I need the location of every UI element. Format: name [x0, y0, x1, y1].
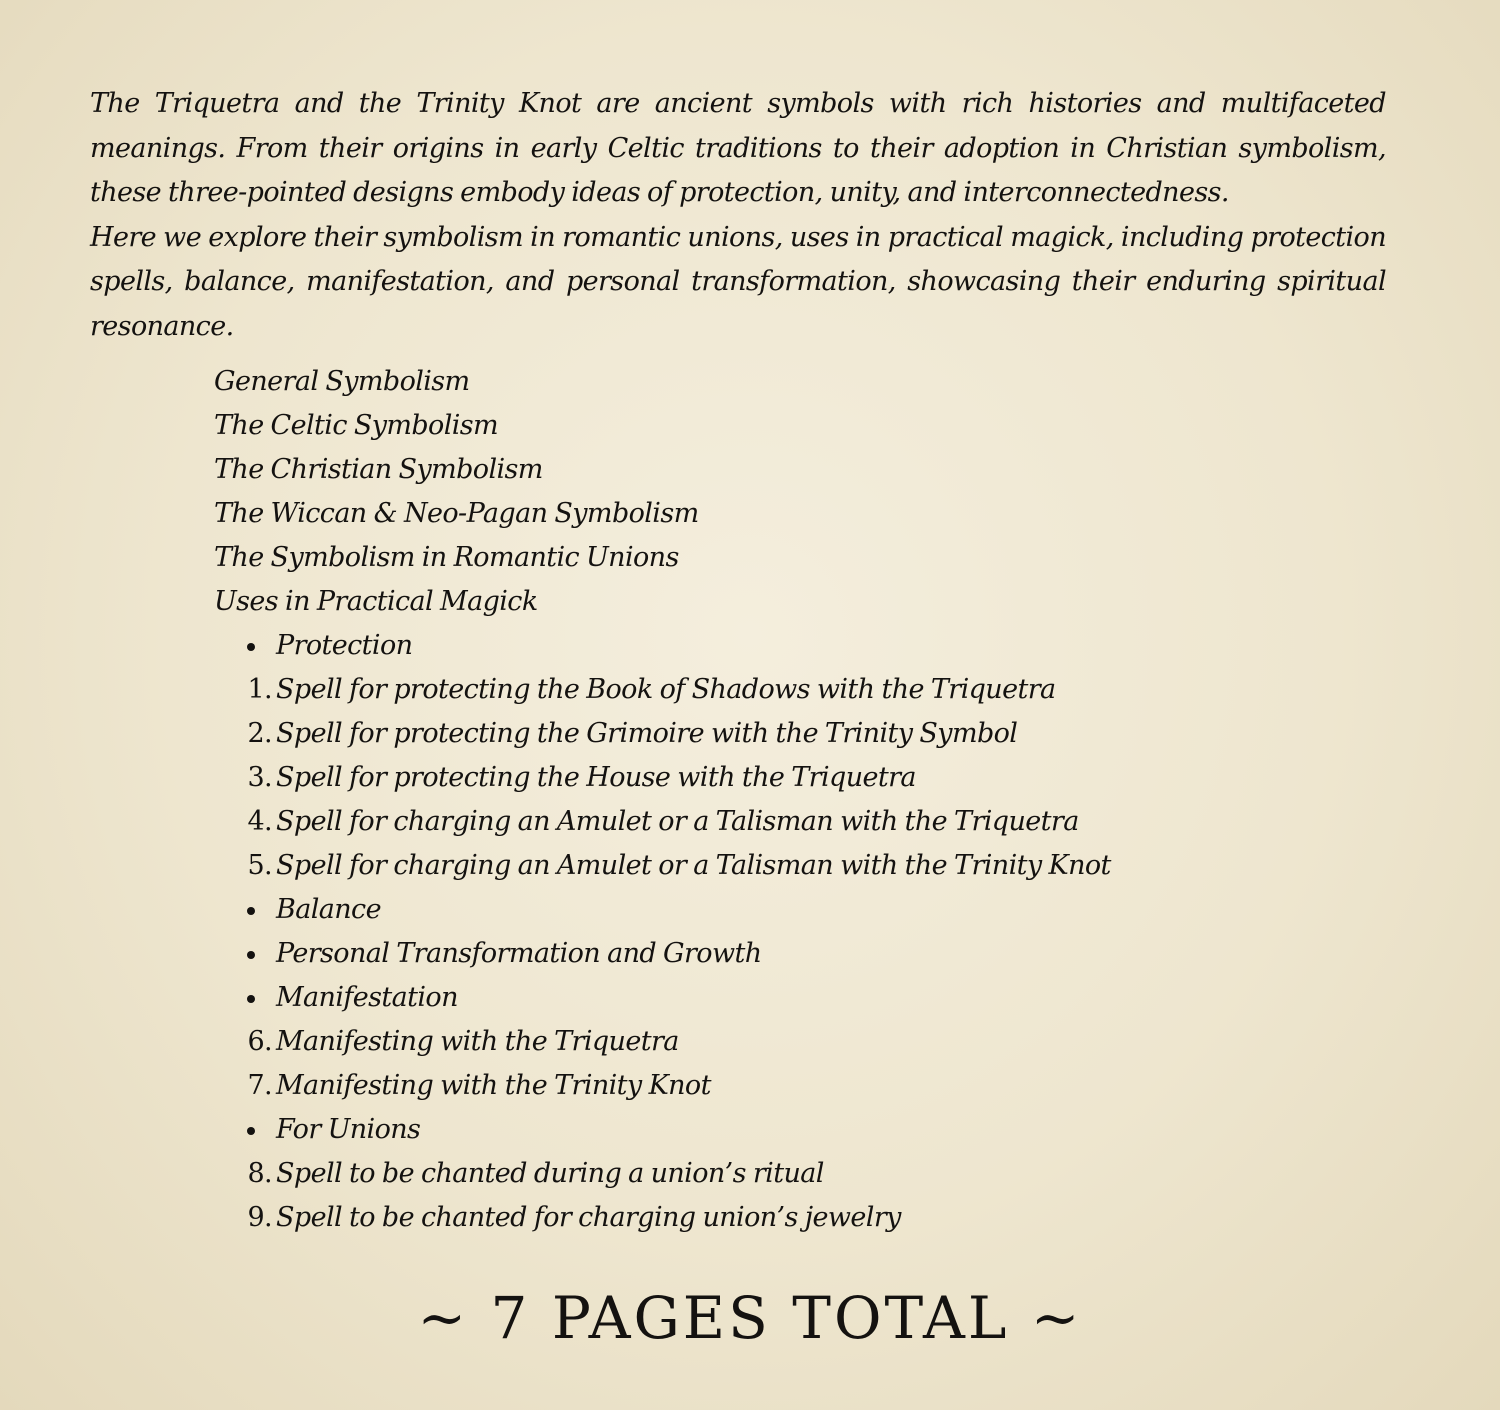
toc-list-item — [214, 844, 1314, 888]
list-item-text: Spell for protecting the Grimoire with the Trinity Symbol — [276, 718, 1018, 749]
bullet-icon — [247, 1127, 255, 1135]
toc-list-item — [214, 800, 1314, 844]
toc-list-item — [214, 932, 1314, 976]
toc-list-item — [214, 1064, 1314, 1108]
toc-list-item — [214, 624, 1314, 668]
toc-list-item — [214, 712, 1314, 756]
toc-list-item — [214, 1196, 1314, 1240]
list-item-text: Spell for charging an Amulet or a Talisman with the Trinity Knot — [276, 850, 1111, 881]
list-number: 5. — [247, 850, 272, 881]
list-number: 6. — [247, 1026, 272, 1057]
list-number: 1. — [247, 674, 272, 705]
list-number: 4. — [247, 806, 272, 837]
list-item-text: Manifesting with the Trinity Knot — [276, 1070, 711, 1101]
toc-section: The Symbolism in Romantic Unions — [214, 542, 679, 573]
list-item-text: Spell to be chanted during a union’s ritual — [276, 1158, 824, 1189]
toc-section: Uses in Practical Magick — [214, 586, 538, 617]
toc-list-item — [214, 1152, 1314, 1196]
list-number: 7. — [247, 1070, 272, 1101]
toc-list-item — [214, 1020, 1314, 1064]
page-count-footer: ~ 7 PAGES TOTAL ~ — [417, 1284, 1083, 1352]
toc-sub-list — [214, 624, 1314, 1240]
toc-list-item — [214, 1108, 1314, 1152]
list-number: 9. — [247, 1202, 272, 1233]
list-item-text: Manifesting with the Triquetra — [276, 1026, 679, 1057]
list-item-text: Personal Transformation and Growth — [276, 938, 762, 969]
list-item-text: Spell for protecting the Book of Shadows with the Triquetra — [276, 674, 1056, 705]
toc-section: The Christian Symbolism — [214, 454, 543, 485]
list-number: 8. — [247, 1158, 272, 1189]
toc-list-item — [214, 668, 1314, 712]
bullet-icon — [247, 995, 255, 1003]
toc-section: The Wiccan & Neo-Pagan Symbolism — [214, 498, 699, 529]
intro-paragraph-2: Here we explore their symbolism in romantic unions, uses in practical magick, including protection spells, balance, manifestation, and personal transformation, showcasing their enduring spiritual resonance. — [90, 221, 1386, 342]
list-number: 3. — [247, 762, 272, 793]
list-item-text: Spell to be chanted for charging union’s jewelry — [276, 1202, 901, 1233]
list-item-text: Balance — [276, 894, 381, 925]
toc-list-item — [214, 888, 1314, 932]
list-item-text: Spell for charging an Amulet or a Talisman with the Triquetra — [276, 806, 1079, 837]
list-item-text: For Unions — [276, 1114, 421, 1145]
toc-list-item — [214, 756, 1314, 800]
toc-list-item — [214, 976, 1314, 1020]
list-item-text: Spell for protecting the House with the Triquetra — [276, 762, 916, 793]
bullet-icon — [247, 643, 255, 651]
toc-section: The Celtic Symbolism — [214, 410, 499, 441]
bullet-icon — [247, 907, 255, 915]
intro-text — [90, 82, 1386, 349]
toc-section: General Symbolism — [214, 366, 470, 397]
intro-paragraph-1: The Triquetra and the Trinity Knot are ancient symbols with rich histories and multifaceted meanings. From their origins in early Celtic traditions to their adoption in Christian symbolism, these three-pointed designs embody ideas of protection, unity, and interconnectedness. — [90, 88, 1386, 208]
list-item-text: Protection — [276, 630, 413, 661]
list-number: 2. — [247, 718, 272, 749]
table-of-contents — [214, 360, 1314, 1240]
bullet-icon — [247, 951, 255, 959]
list-item-text: Manifestation — [276, 982, 458, 1013]
